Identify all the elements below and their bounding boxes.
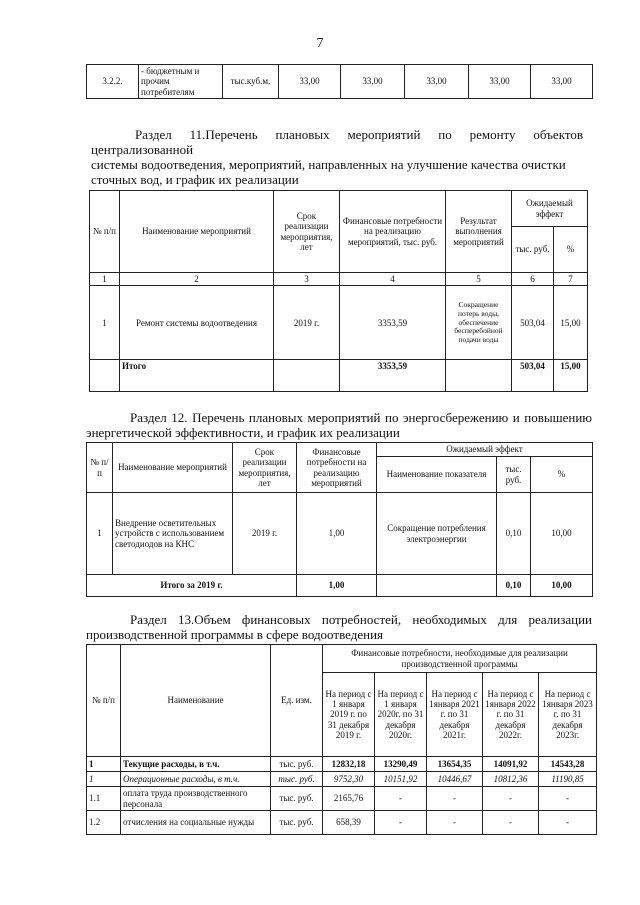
col-number: 2: [120, 273, 274, 286]
col-header: Ожидаемый эффект: [377, 443, 593, 457]
section11-heading: Раздел 11.Перечень плановых мероприятий по ремонту объектов централизованной системы водоотведения, мероприятий, направленных на улучшение качества очистки сточных вод, и график их реализации: [91, 127, 583, 187]
value-cell: 33,00: [469, 65, 531, 99]
total-finance: 1,00: [297, 575, 377, 597]
col-header: тыс. руб.: [497, 457, 531, 493]
col-header: Наименование показателя: [377, 457, 497, 493]
table-row: 1 Текущие расходы, в т.ч. тыс. руб. 12832,18 13290,49 13654,35 14091,92 14543,28: [87, 757, 597, 772]
period-header: На период с 1января 2023 г. по 31 декабря 2023г.: [539, 673, 597, 757]
row-term: 2019 г.: [233, 493, 297, 575]
row-effect-pct: 15,00: [554, 286, 588, 360]
value-cell: 33,00: [531, 65, 593, 99]
col-header: Финансовые потребности, необходимые для реализации производственной программы: [323, 645, 597, 673]
row-result: Сокращение потерь воды, обеспечение бесперебойной подачи воды: [446, 286, 512, 360]
total-label: Итого: [120, 360, 274, 392]
row-name: Ремонт системы водоотведения: [120, 286, 274, 360]
row-effect-tys: 0,10: [497, 493, 531, 575]
table-row: 1.2 отчисления на социальные нужды тыс. руб. 658,39 - - - -: [87, 811, 597, 835]
col-header: № п/п: [87, 443, 113, 493]
row-indicator: Сокращение потребления электроэнергии: [377, 493, 497, 575]
col-header: № п/п: [87, 645, 121, 757]
total-effect-pct: 15,00: [554, 360, 588, 392]
col-header: Результат выполнения мероприятий: [446, 191, 512, 273]
total-effect-tys: 503,04: [512, 360, 554, 392]
col-header: Ед. изм.: [271, 645, 323, 757]
row-name: Внедрение осветительных устройств с использованием светодиодов на КНС: [113, 493, 233, 575]
col-number: 3: [274, 273, 340, 286]
row-name: - бюджетным и прочим потребителям: [139, 65, 223, 99]
section13-table: [86, 644, 597, 835]
section11-table: [89, 190, 588, 392]
col-header: Финансовые потребности на реализацию мероприятий, тыс. руб.: [340, 191, 446, 273]
value-cell: 33,00: [279, 65, 341, 99]
row-number: 1: [87, 493, 113, 575]
row-finance: 1,00: [297, 493, 377, 575]
total-effect-pct: 10,00: [531, 575, 593, 597]
top-table: [86, 64, 593, 99]
section13-heading: Раздел 13.Объем финансовых потребностей, необходимых для реализации производственной программы в сфере водоотведения: [86, 612, 592, 642]
row-finance: 3353,59: [340, 286, 446, 360]
row-effect-tys: 503,04: [512, 286, 554, 360]
section12-heading: Раздел 12. Перечень плановых мероприятий по энергосбережению и повышению энергетической эффективности, и график их реализации: [86, 410, 592, 440]
period-header: На период с 1 января 2020г. по 31 декабря 2020г.: [375, 673, 427, 757]
total-finance: 3353,59: [340, 360, 446, 392]
col-header: Наименование: [121, 645, 271, 757]
col-header: Наименование мероприятий: [120, 191, 274, 273]
col-header: Срок реализации мероприятия, лет: [274, 191, 340, 273]
total-effect-tys: 0,10: [497, 575, 531, 597]
col-number: 4: [340, 273, 446, 286]
col-header: Срок реализации мероприятия, лет: [233, 443, 297, 493]
col-header: %: [554, 227, 588, 273]
col-number: 1: [90, 273, 120, 286]
col-header: Ожидаемый эффект: [512, 191, 588, 227]
table-row: 1.1 оплата труда производственного персонала тыс. руб. 2165,76 - - - -: [87, 787, 597, 811]
row-term: 2019 г.: [274, 286, 340, 360]
col-number: 6: [512, 273, 554, 286]
period-header: На период с 1января 2021 г. по 31 декабря 2021г.: [427, 673, 483, 757]
value-cell: 33,00: [405, 65, 469, 99]
col-header: Наименование мероприятий: [113, 443, 233, 493]
section12-table: [86, 442, 593, 597]
row-effect-pct: 10,00: [531, 493, 593, 575]
table-row: 1 Операционные расходы, в т.ч. тыс. руб. 9752,30 10151,92 10446,67 10812,36 11190,85: [87, 772, 597, 787]
col-number: 7: [554, 273, 588, 286]
value-cell: 33,00: [341, 65, 405, 99]
col-header: тыс. руб.: [512, 227, 554, 273]
period-header: На период с 1 января 2019 г. по 31 декабря 2019 г.: [323, 673, 375, 757]
row-unit: тыс.куб.м.: [223, 65, 279, 99]
row-number: 1: [90, 286, 120, 360]
period-header: На период с 1января 2022 г. по 31 декабря 2022г.: [483, 673, 539, 757]
col-header: № п/п: [90, 191, 120, 273]
page-number: 7: [316, 36, 324, 51]
col-number: 5: [446, 273, 512, 286]
col-header: Финансовые потребности на реализацию мероприятий: [297, 443, 377, 493]
col-header: %: [531, 457, 593, 493]
total-label: Итого за 2019 г.: [87, 575, 297, 597]
row-number: 3.2.2.: [87, 65, 139, 99]
